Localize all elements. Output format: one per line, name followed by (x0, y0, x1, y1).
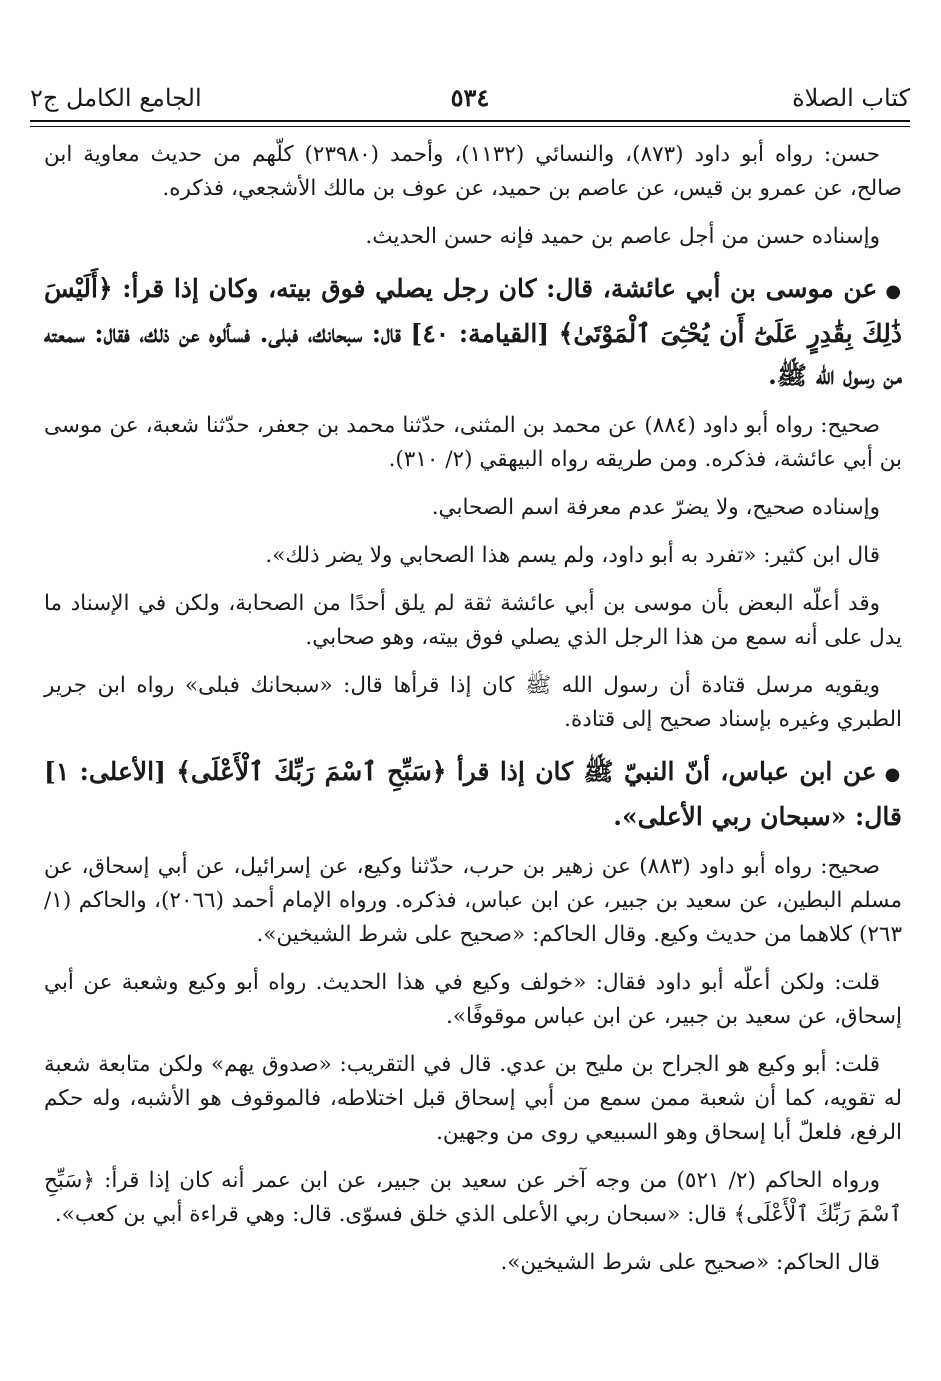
commentary-paragraph: قلت: ولكن أعلّه أبو داود فقال: «خولف وكيع في هذا الحديث. رواه أبو وكيع وشعبة عن أبي إسحاق، عن سعيد بن جبير، عن ابن عباس موقوفًا». (44, 970, 902, 1029)
commentary-paragraph: صحيح: رواه أبو داود (٨٨٣) عن زهير بن حرب، حدّثنا وكيع، عن إسرائيل، عن أبي إسحاق، عن مسلم البطين، عن سعيد بن جبير، عن ابن عباس، فذكره. ورواه الإمام أحمد (٢٠٦٦)، والحاكم (١/ ٢٦٣) كلاهما من حديث وكيع. وقال الحاكم: «صحيح على شرط الشيخين». (44, 854, 902, 947)
bullet-icon: ● (885, 281, 902, 302)
commentary-paragraph: ويقويه مرسل قتادة أن رسول الله ﷺ كان إذا قرأها قال: «سبحانك فبلى» رواه ابن جرير الطبري وغيره بإسناد صحيح إلى قتادة. (44, 673, 902, 732)
page-number: ٥٣٤ (450, 83, 490, 112)
commentary-paragraph: قلت: أبو وكيع هو الجراح بن مليح بن عدي. قال في التقريب: «صدوق يهم» ولكن متابعة شعبة له تقويه، كما أن شعبة ممن سمع من أبي إسحاق قبل اختلاطه، فالموقوف هو الأشبه، وله حكم الرفع، فلعلّ أبا إسحاق وهو السبيعي روى من وجهين. (44, 1052, 902, 1145)
commentary-paragraph: قال ابن كثير: «تفرد به أبو داود، ولم يسم هذا الصحابي ولا يضر ذلك». (265, 543, 880, 568)
commentary-paragraph: وإسناده صحيح، ولا يضرّ عدم معرفة اسم الصحابي. (431, 495, 880, 520)
hadith-body: عن ابن عباس، أنّ النبيّ ﷺ كان إذا قرأ ﴿سَبِّحِ ٱسْمَ رَبِّكَ ٱلْأَعْلَى﴾ [الأعلى: ١] قال: «سبحان ربي الأعلى». (44, 757, 902, 831)
header-rule-thick (30, 120, 910, 122)
book-title: الجامع الكامل ج٢ (30, 84, 202, 112)
commentary-paragraph: صحيح: رواه أبو داود (٨٨٤) عن محمد بن المثنى، حدّثنا محمد بن جعفر، حدّثنا شعبة، عن موسى بن أبي عائشة، فذكره. ومن طريقه رواه البيهقي (٢/ ٣١٠). (44, 413, 902, 472)
chapter-title: كتاب الصلاة (792, 84, 910, 112)
commentary-paragraph: حسن: رواه أبو داود (٨٧٣)، والنسائي (١١٣٢)، وأحمد (٢٣٩٨٠) كلّهم من حديث معاوية ابن صالح، عن عمرو بن قيس، عن عاصم بن حميد، عن عوف بن مالك الأشجعي، فذكره. (44, 142, 902, 201)
commentary-paragraph: وقد أعلّه البعض بأن موسى بن أبي عائشة ثقة لم يلق أحدًا من الصحابة، ولكن في الإسناد ما يدل على أنه سمع من هذا الرجل الذي يصلي فوق بيته، وهو صحابي. (44, 591, 902, 650)
commentary-paragraph: ورواه الحاكم (٢/ ٥٢١) من وجه آخر عن سعيد بن جبير، عن ابن عمر أنه كان إذا قرأ: ﴿سَبِّحِ ٱسْمَ رَبِّكَ ٱلْأَعْلَى﴾ قال: «سبحان ربي الأعلى الذي خلق فسوّى. قال: وهي قراءة أبي بن كعب». (44, 1168, 902, 1227)
commentary-paragraph: قال الحاكم: «صحيح على شرط الشيخين». (500, 1250, 880, 1275)
page-header (30, 72, 910, 112)
header-rule-thin (30, 126, 910, 127)
bullet-icon: ● (884, 764, 902, 785)
hadith-text (44, 268, 902, 397)
page-body (44, 138, 902, 1294)
commentary-paragraph: وإسناده حسن من أجل عاصم بن حميد فإنه حسن الحديث. (365, 224, 880, 249)
hadith-text (44, 751, 902, 838)
hadith-body: عن موسى بن أبي عائشة، قال: كان رجل يصلي فوق بيته، وكان إذا قرأ: ﴿أَلَيْسَ ذَٰلِكَ بِقَٰدِرٍ عَلَىٰٓ أَن يُحْـِۧىَ ٱلْمَوْتَىٰ﴾ [القيامة: ٤٠] قال: سبحانك، فبلى. فسألوه عن ذلك، فقال: سمعته من رسول الله ﷺ. (44, 274, 902, 390)
